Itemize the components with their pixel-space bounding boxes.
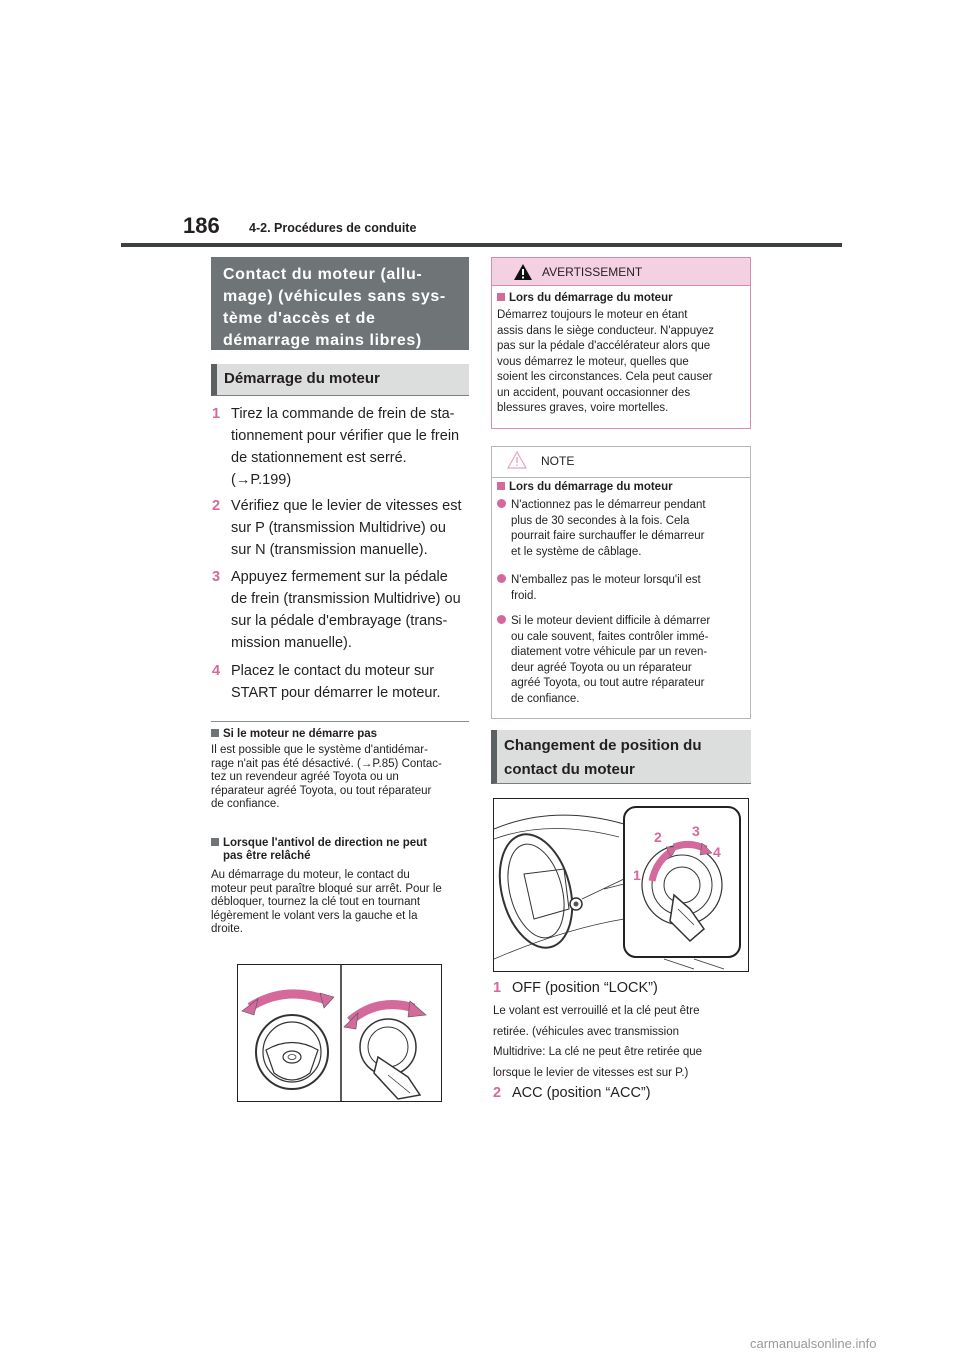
step-number: 3 [212, 569, 221, 585]
chapter-title-line: démarrage mains libres) [223, 332, 422, 349]
step-line: (→P.199) [231, 472, 292, 488]
watermark: carmanualsonline.info [750, 1336, 877, 1351]
step-line: Vérifiez que le levier de vitesses est [231, 498, 462, 514]
ignition-switch-icon [494, 799, 748, 971]
warning-heading: Lors du démarrage du moteur [497, 292, 742, 305]
chapter-title-line: mage) (véhicules sans sys- [223, 288, 446, 305]
note-bullet: N'emballez pas le moteur lorsqu'il est froid. [497, 573, 737, 604]
divider [491, 477, 751, 478]
warning-title-bar [491, 257, 751, 286]
subheading-changement: Changement de position du contact du moteur [491, 730, 751, 784]
step-line: de stationnement est serré. [231, 450, 407, 466]
note-heading: Si le moteur ne démarre pas [211, 728, 469, 741]
step-line: sur N (transmission manuelle). [231, 542, 428, 558]
step-line: tionnement pour vérifier que le frein [231, 428, 460, 444]
position-description: Le volant est verrouillé et la clé peut être retirée. (véhicules avec transmission Multidrive: La clé ne peut être retirée que lorsque le levier de vitesses est sur P.) [493, 1005, 703, 1079]
step-item [211, 660, 469, 704]
position-label: 2 [654, 829, 662, 845]
step-line: mission manuelle). [231, 635, 352, 651]
subheading-demarrage: Démarrage du moteur [211, 364, 469, 396]
bullet-dot-icon [497, 499, 506, 508]
step-number: 2 [212, 498, 221, 514]
note-paragraph: Au démarrage du moteur, le contact du moteur peut paraître bloqué sur arrêt. Pour le débloquer, tournez la clé tout en tournant légèrement le volant vers la gauche et la droite. [211, 869, 442, 935]
header-rule [121, 243, 842, 247]
position-step [492, 978, 752, 998]
step-item [211, 566, 469, 654]
step-line: START pour démarrer le moteur. [231, 685, 441, 701]
step-text: OFF (position “LOCK”) [512, 980, 658, 996]
step-number: 1 [212, 406, 221, 422]
note-bullet: Si le moteur devient difficile à démarrer ou cale souvent, faites contrôler immé- diatement votre véhicule par un reven- deur agréé Toyota ou un réparateur agréé Toyota, ou tout autre réparateur de confiance. [497, 614, 737, 707]
step-line: sur P (transmission Multidrive) ou [231, 520, 446, 536]
square-bullet-icon [211, 838, 219, 846]
position-label: 3 [692, 823, 700, 839]
caution-triangle-icon [507, 451, 527, 469]
step-line: Appuyez fermement sur la pédale [231, 569, 448, 585]
warning-triangle-icon [514, 264, 532, 280]
divider [211, 721, 469, 722]
note-heading: Lors du démarrage du moteur [497, 481, 742, 494]
note-heading: Lorsque l'antivol de direction ne peut pas être relâché [211, 837, 469, 863]
page-number: 186 [183, 213, 220, 238]
warning-text: Démarrez toujours le moteur en étant assis dans le siège conducteur. N'appuyez pas sur la pédale d'accélérateur alors que vous démarrez le moteur, quelles que soient les circonstances. Cela peut causer un accident, pouvant occasionner des blessures graves, voire mortelles. [497, 309, 714, 414]
step-text: ACC (position “ACC”) [512, 1085, 651, 1101]
ignition-positions-illustration [493, 798, 749, 972]
step-line: Tirez la commande de frein de sta- [231, 406, 455, 422]
note-title: NOTE [541, 454, 575, 468]
steering-wheel-icon [238, 965, 441, 1101]
position-label: 4 [713, 844, 721, 860]
step-line: de frein (transmission Multidrive) ou [231, 591, 461, 607]
note-bullet: N'actionnez pas le démarreur pendant plus de 30 secondes à la fois. Cela pourrait faire surchauffer le démarreur et le système de câblage. [497, 498, 737, 560]
step-item [211, 403, 469, 491]
step-number: 2 [493, 1085, 502, 1101]
warning-title: AVERTISSEMENT [542, 265, 643, 279]
position-step [492, 1083, 752, 1103]
square-bullet-icon [497, 482, 505, 490]
section-title: 4-2. Procédures de conduite [249, 221, 417, 235]
step-item [211, 495, 469, 561]
chapter-title-line: tème d'accès et de [223, 310, 376, 327]
bullet-dot-icon [497, 615, 506, 624]
chapter-title-line: Contact du moteur (allu- [223, 266, 423, 283]
step-line: sur la pédale d'embrayage (trans- [231, 613, 448, 629]
step-line: Placez le contact du moteur sur [231, 663, 435, 679]
square-bullet-icon [211, 729, 219, 737]
bullet-dot-icon [497, 574, 506, 583]
step-number: 4 [212, 663, 221, 679]
position-label: 1 [633, 867, 641, 883]
steering-key-illustration [237, 964, 442, 1102]
note-paragraph: Il est possible que le système d'antidémar- rage n'ait pas été désactivé. (→P.85) Contac- tez un revendeur agréé Toyota ou un réparateur agréé Toyota, ou tout réparateur de confiance. [211, 744, 442, 810]
step-number: 1 [493, 980, 502, 996]
chapter-title-box [211, 257, 469, 350]
square-bullet-icon [497, 293, 505, 301]
